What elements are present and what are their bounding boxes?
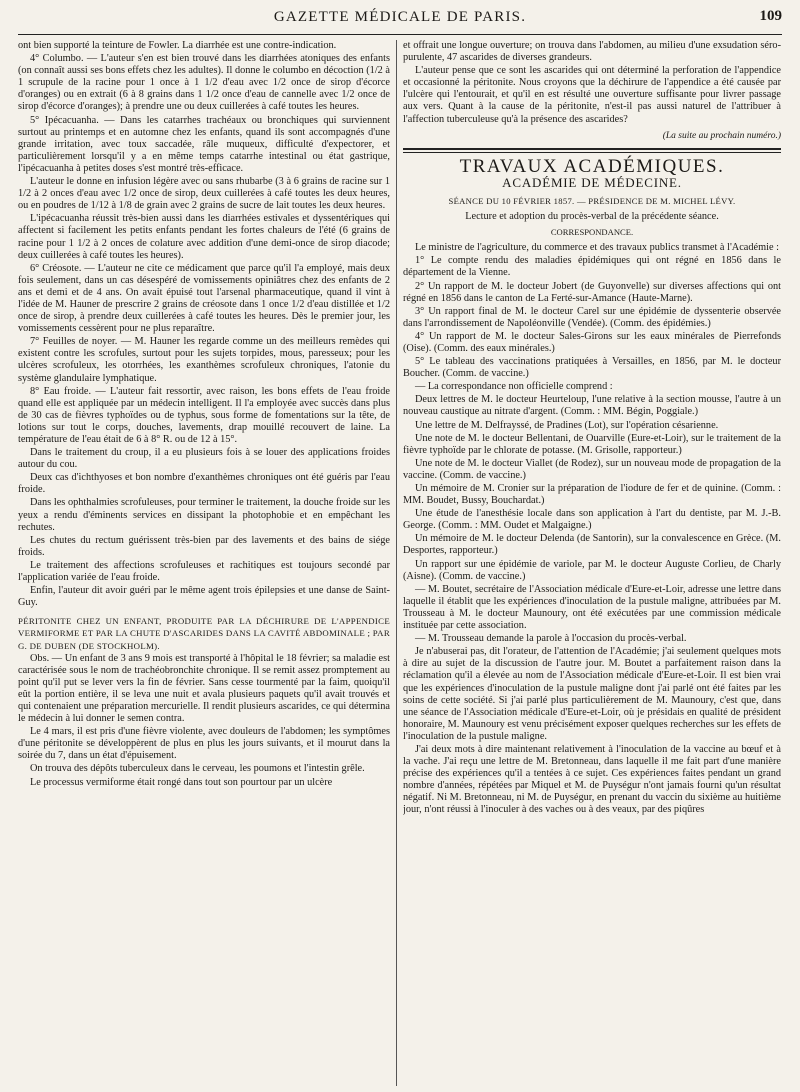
continuation-note: (La suite au prochain numéro.) [662,130,781,141]
list-item: Un mémoire de M. le docteur Delenda (de Santorin), sur la convalescence en Grèce. (M. Desportes, rapporteur.) [403,533,781,557]
paragraph: ont bien supporté la teinture de Fowler. La diarrhée est une contre-indication. [18,40,337,51]
list-item: 4° Un rapport de M. le docteur Sales-Girons sur les eaux minérales de Pierrefonds (Oise). (Comm. des eaux minérales.) [403,330,781,354]
paragraph: Dans le traitement du croup, il a eu plusieurs fois à se louer des applications froides autour du cou. [18,447,390,471]
paragraph: L'auteur pense que ce sont les ascarides qui ont déterminé la perforation de l'appendice et occasionné la péritonite. Nous croyons que la déchirure de l'appendice a été causée par l'ulcère qui l'entourait, et qu'il en est résulté une ouverture suffisante pour livrer passage aux vers. Quant à la cause de la péritonite, n'est-il pas aussi naturel de l'attribuer à l'affection tuberculeuse qu'à la présence des ascarides? [403,65,781,125]
section-subtitle: ACADÉMIE DE MÉDECINE. [502,174,682,190]
list-item: Une étude de l'anesthésie locale dans son application à l'art du dentiste, par M. J.-B. George. (Comm. : MM. Oudet et Malgaigne.) [403,508,781,532]
right-column [403,40,781,1086]
paragraph: Le traitement des affections scrofuleuses et rachitiques est toujours secondé par l'application variée de l'eau froide. [18,559,390,584]
left-column [18,40,390,1086]
paragraph: 5° Ipécacuanha. — Dans les catarrhes trachéaux ou bronchiques qui surviennent surtout au printemps et en automne chez les enfants, quand ils sont accompagnés d'une grande irritation, avec toux saccadée, râle muqueux, difficulté d'expectorer, et particulièrement lorsqu'il y a en même temps catarrhe intestinal ou état gastrique, l'ipécacuanha à petites doses s'est montré très-efficace. [18,114,390,174]
paragraph: 8° Eau froide. — L'auteur fait ressortir, avec raison, les bons effets de l'eau froide quand elle est appliquée par un médecin intelligent. Il l'a employée avec succès dans plus de 30 cas de fièvres typhoïdes ou de typhus, sous forme de fomentations sur la tête, de lotions sur tout le corps, douches, lavements, drap mouillé recouvert de laine. La température de l'eau était de 6 à 8° R. ou de 12 à 15°. [18,385,390,445]
list-item: 2° Un rapport de M. le docteur Jobert (de Guyonvelle) sur diverses affections qui ont régné en 1856 dans le canton de La Ferté-sur-Amance (Haute-Marne). [403,280,781,304]
session-line: SÉANCE DU 10 FÉVRIER 1857. — PRÉSIDENCE DE M. MICHEL LÉVY. [448,195,736,206]
paragraph: — M. Trousseau demande la parole à l'occasion du procès-verbal. [415,633,687,645]
paragraph: Deux cas d'ichthyoses et bon nombre d'exanthèmes chroniques ont été guéris par l'eau froide. [18,472,390,496]
paragraph: J'ai deux mots à dire maintenant relativement à l'inoculation de la vaccine au bœuf et à la vache. J'ai reçu une lettre de M. Bretonneau, dans laquelle il me fait part d'une manière précise des expériences qu'il a tentées à ce sujet. Ces expériences faites pendant un grand nombre d'années, répétées par Miquel et M. de Puységur n'ont jamais fourni qu'un résultat négatif. Ni M. Bretonneau, ni M. de Puységur, en prenant du vaccin du sixième au huitième jour, n'ont réussi à l'inoculer à des vaches ou à des veaux, par des piqûres [403,743,781,816]
section-title: TRAVAUX ACADÉMIQUES. [459,155,725,177]
paragraph: 6° Créosote. — L'auteur ne cite ce médicament que parce qu'il l'a employé, mais deux fois seulement, dans un cas désespéré de vomissements opiniâtres chez des enfants de 2 ans et demi et de 4 ans. On avait épuisé tout l'arsenal pharmaceutique, quand il vint à l'idée de M. Hauner de prescrire 2 grains de créosote dans 1 once 1/2 d'eau distillée et 1/2 once de sirop, à prendre deux cuillerées à café toutes les heures. Dès le premier jour, les vomissements cessèrent pour ne plus reparaître. [18,262,390,335]
list-item: Une note de M. le docteur Viallet (de Rodez), sur un nouveau mode de propagation de la vaccine. (Comm. de vaccine.) [403,457,781,481]
minutes-line: Lecture et adoption du procès-verbal de la précédente séance. [465,211,719,223]
paragraph: L'ipécacuanha réussit très-bien aussi dans les diarrhées estivales et dyssentériques qui affectent si facilement les petits enfants pendant les fortes chaleurs de l'été (6 grains de racine pour 1 1/2 à 2 onces de colature avec addition d'une demi-once de sirop diacode; deux cuillerées à café toutes les heures). [18,213,390,261]
correspondance-heading: CORRESPONDANCE. [550,227,634,238]
paragraph: Le processus vermiforme était rongé dans tout son pourtour par un ulcère [30,776,333,788]
list-item: Une note de M. le docteur Bellentani, de Ouarville (Eure-et-Loir), sur le traitement de la fièvre typhoïde par le chlorate de potasse. (M. Grisolle, rapporteur.) [403,432,781,456]
paragraph: On trouva des dépôts tuberculeux dans le cerveau, les poumons et l'intestin grêle. [30,763,365,775]
paragraph: — La correspondance non officielle comprend : [415,381,613,393]
paragraph: Je n'abuserai pas, dit l'orateur, de l'attention de l'Académie; j'ai seulement quelques mots à dire au sujet de la discussion de l'autre jour. M. Boutet a parfaitement raison dans la réclamation qu'il a élevée au nom de l'Association médicale d'Eure-et-Loir. Il est bien vrai que les expériences d'inoculation de la pustule maligne dont j'ai parlé ont été faites par les soins de cette société. Si j'ai parlé plus particulièrement de M. Maunoury, c'est que, dans une séance de l'Association médicale d'Eure-et-Loir, où je présidais en qualité de président honoraire, M. Maunoury est venu précisément exposer quelques recherches sur les effets de l'inoculation de la pustule maligne. [403,646,781,742]
page-header [18,6,782,35]
list-item: Une lettre de M. Delfrayssé, de Pradines (Lot), sur l'opération césarienne. [415,419,719,431]
article-title: PÉRITONITE CHEZ UN ENFANT, PRODUITE PAR LA DÉCHIRURE DE L'APPENDICE VERMIFORME ET PAR LA CHUTE D'ASCARIDES DANS LA CAVITÉ ABDOMINALE ; PAR G. DE DUBEN (DE STOCKHOLM). [18,616,390,651]
section-divider [403,148,781,153]
paragraph: Dans les ophthalmies scrofuleuses, pour terminer le traitement, la douche froide sur les yeux a rendu d'éminents services en dissipant la photophobie et en empêchant les rechutes. [18,497,390,533]
page-number: 109 [759,8,782,24]
list-item: 1° Le compte rendu des maladies épidémiques qui ont régné en 1856 dans le département de la Vienne. [403,255,781,279]
column-divider [396,40,397,1086]
list-item: Un rapport sur une épidémie de variole, par M. le docteur Auguste Corlieu, de Charly (Aisne). (Comm. de vaccine.) [403,558,781,582]
paragraph: Le ministre de l'agriculture, du commerce et des travaux publics transmet à l'Académie : [415,242,779,254]
paragraph: 7° Feuilles de noyer. — M. Hauner les regarde comme un des meilleurs remèdes qui existent contre les scrofules, surtout pour les sujets torpides, mous, paresseux; pour les ulcères scrofuleux, les otorrhées, les exanthèmes scrofuleux chroniques, l'atonie du système glandulaire lymphatique. [18,336,390,384]
paragraph: — M. Boutet, secrétaire de l'Association médicale d'Eure-et-Loir, adresse une lettre dans laquelle il établit que les expériences d'inoculation de la pustule maligne, attribuées par M. Trousseau à M. le docteur Maunoury, ont été exécutées par une commission médicale instituée par cette association. [403,583,781,632]
paragraph: L'auteur le donne en infusion légère avec ou sans rhubarbe (3 à 6 grains de racine sur 1 1/2 à 2 onces d'eau avec 1/2 once de sirop, deux cuillerées à café toutes les deux heures, ou en poudres de 1/12 à 1/8 de grain avec 2 grains de sucre de lait toutes les deux heures. [18,176,390,212]
paragraph: et offrait une longue ouverture; on trouva dans l'abdomen, au milieu d'une exsudation séro-purulente, 47 ascarides de diverses grandeurs. [403,40,781,64]
paragraph: Les chutes du rectum guérissent très-bien par des lavements et des bains de siége froids. [18,534,390,558]
list-item: 3° Un rapport final de M. le docteur Carel sur une épidémie de dyssenterie observée dans l'arrondissement de Napoléonville (Vendée). (Comm. des épidémies.) [403,305,781,329]
paragraph: Le 4 mars, il est pris d'une fièvre violente, avec douleurs de l'abdomen; les symptômes d'une péritonite se développèrent de plus en plus les jours suivants, et il mourut dans la soirée du 7, dans un état d'épuisement. [18,726,390,762]
list-item: 5° Le tableau des vaccinations pratiquées à Versailles, en 1856, par M. le docteur Boucher. (Comm. de vaccine.) [403,356,781,380]
paragraph: 4° Columbo. — L'auteur s'en est bien trouvé dans les diarrhées atoniques des enfants (on connaît aussi ses bons effets chez les adultes). Il donne le columbo en décoction (1/2 à 1 scrupule de la racine pour 1 once à 1 1/2 d'eau avec 1/2 once de sirop d'écorce d'oranges) ou en extrait (6 à 8 grains dans 1 1/2 once d'eau de cannelle avec 1/2 once de sirop d'écorce d'oranges); à prendre une ou deux cuillerées à café toutes les heures. [18,53,390,113]
paragraph: Enfin, l'auteur dit avoir guéri par le même agent trois épilepsies et une danse de Saint-Guy. [18,585,390,609]
paragraph: Obs. — Un enfant de 3 ans 9 mois est transporté à l'hôpital le 18 février; sa maladie est caractérisée sous le nom de trachéobronchite chronique. Il se remit assez promptement au point qu'il put se lever vers la fin de février. Sans cesse tourmenté par la faim, quoiqu'il eût la portion entière, il se leva une nuit et avala plusieurs paquets qu'il avait trouvés et qui contenaient une préparation mercurielle. Il rendit plusieurs ascarides, ce qui détermina le médecin à lui donner le semen contra. [18,652,390,725]
list-item: Deux lettres de M. le docteur Heurteloup, l'une relative à la section mousse, l'autre à un nouveau caustique au nitrate d'argent. (Comm. : MM. Bégin, Poggiale.) [403,394,781,418]
list-item: Un mémoire de M. Cronier sur la préparation de l'iodure de fer et de quinine. (Comm. : MM. Boudet, Bussy, Bouchardat.) [403,483,781,507]
journal-title: GAZETTE MÉDICALE DE PARIS. [273,9,527,25]
